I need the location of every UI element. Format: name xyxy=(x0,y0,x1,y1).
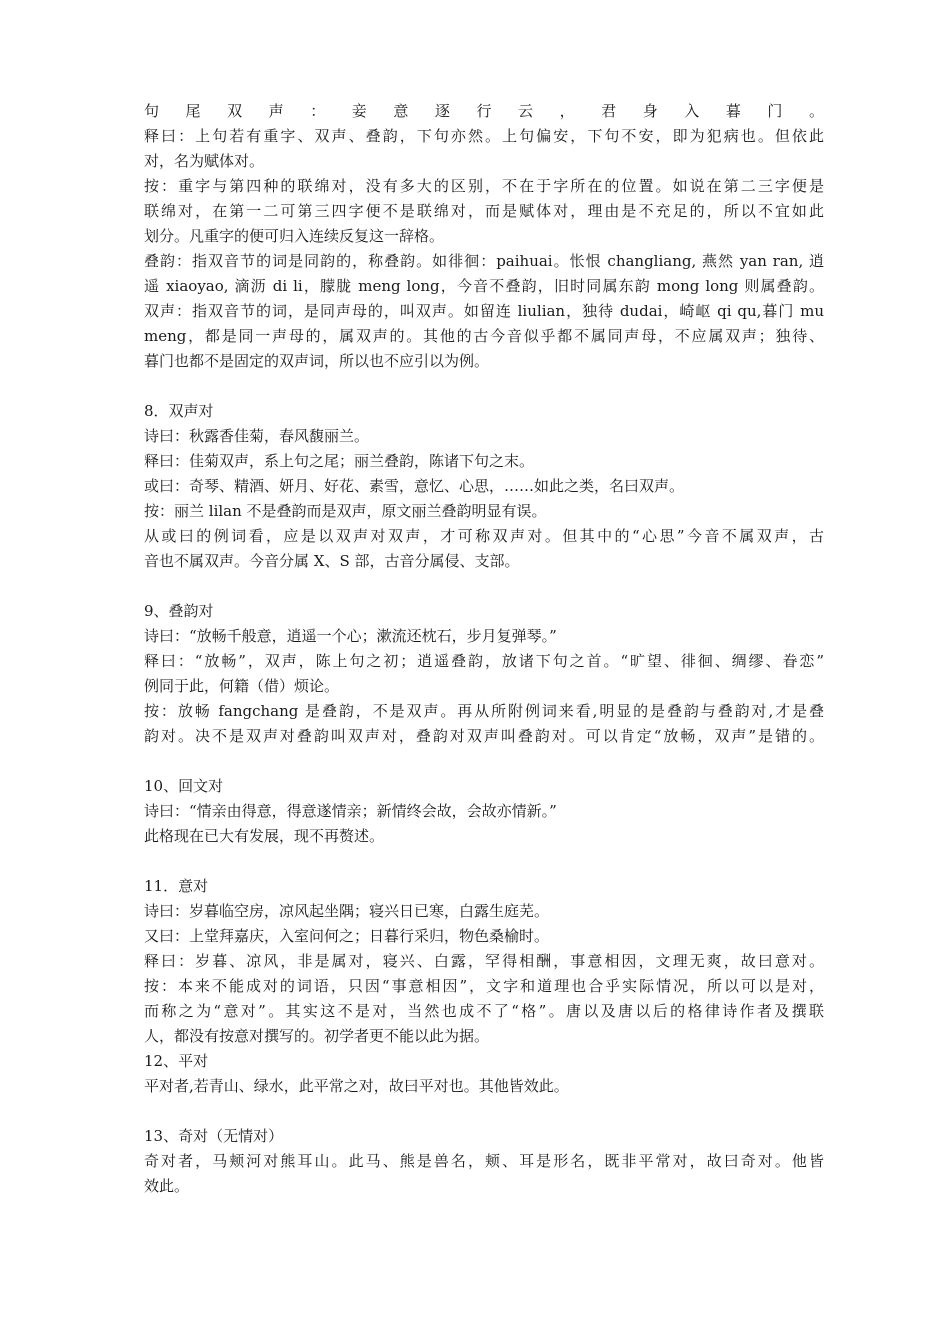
text-line: 联绵对，在第一二可第三四字便不是联绵对，而是赋体对，理由是不充足的，所以不宜如此 xyxy=(144,202,824,220)
text-line: 诗曰：秋露香佳菊，春风馥丽兰。 xyxy=(144,427,370,445)
text-line: 人，都没有按意对撰写的。初学者更不能以此为据。 xyxy=(144,1027,490,1045)
section-heading: 10、回文对 xyxy=(144,777,224,795)
text-line: 暮门也都不是固定的双声词，所以也不应引以为例。 xyxy=(144,352,490,370)
text-line: 按：丽兰 lilan 不是叠韵而是双声，原文丽兰叠韵明显有误。 xyxy=(144,502,547,520)
text-line: 此格现在已大有发展，现不再赘述。 xyxy=(144,827,385,845)
text-line: 释曰：岁暮、凉风，非是属对，寝兴、白露，罕得相酬，事意相因，文理无爽，故曰意对。 xyxy=(144,952,824,970)
text-line: 划分。凡重字的便可归入连续反复这一辞格。 xyxy=(144,227,445,245)
text-line: 叠韵：指双音节的词是同韵的，称叠韵。如徘徊：paihuai。怅恨 changliang, 燕然 yan ran, 逍 xyxy=(144,252,824,270)
blank-line xyxy=(144,374,824,399)
text-line: 释曰：“放畅”，双声，陈上句之初；逍遥叠韵，放诸下句之首。“旷望、徘徊、绸缪、眷恋” xyxy=(144,652,824,670)
text-line: 又曰：上堂拜嘉庆，入室问何之；日暮行采归，物色桑榆时。 xyxy=(144,927,550,945)
text-line: 释曰：上句若有重字、双声、叠韵，下句亦然。上句偏安，下句不安，即为犯病也。但依此 xyxy=(144,127,824,145)
document-page xyxy=(144,99,824,1199)
section-heading: 12、平对 xyxy=(144,1052,209,1070)
text-line: 按：本来不能成对的词语，只因“事意相因”，文字和道理也合乎实际情况，所以可以是对， xyxy=(144,977,824,995)
text-line: meng，都是同一声母的，属双声的。其他的古今音似乎都不属同声母，不应属双声；独待、 xyxy=(144,327,824,345)
text-line: 遥 xiaoyao, 滴沥 di li，朦胧 meng long，今音不叠韵，旧时同属东韵 mong long 则属叠韵。 xyxy=(144,277,824,295)
text-line: 按：重字与第四种的联绵对，没有多大的区别，不在于字所在的位置。如说在第二三字便是 xyxy=(144,177,824,195)
text-line: 或曰：奇琴、精酒、妍月、好花、素雪，意忆、心思，……如此之类，名曰双声。 xyxy=(144,477,685,495)
text-line: 韵对。决不是双声对叠韵叫双声对，叠韵对双声叫叠韵对。可以肯定“放畅，双声”是错的。 xyxy=(144,727,824,745)
section-heading: 9、叠韵对 xyxy=(144,602,214,620)
blank-line xyxy=(144,1099,824,1124)
text-line: 诗曰：“情亲由得意，得意遂情亲；新情终会故，会故亦情新。” xyxy=(144,802,557,820)
blank-line xyxy=(144,849,824,874)
section-heading: 11．意对 xyxy=(144,877,209,895)
text-line: 对，名为赋体对。 xyxy=(144,152,265,170)
text-line: 从或曰的例词看，应是以双声对双声，才可称双声对。但其中的“心思”今音不属双声，古 xyxy=(144,527,824,545)
text-line: 效此。 xyxy=(144,1177,190,1195)
text-line: 句尾双声：妾意逐行云，君身入暮门。 xyxy=(144,102,824,120)
text-line: 奇对者，马颊河对熊耳山。此马、熊是兽名，颊、耳是形名，既非平常对，故曰奇对。他皆 xyxy=(144,1152,824,1170)
section-heading: 13、奇对（无情对） xyxy=(144,1127,284,1145)
blank-line xyxy=(144,749,824,774)
text-line: 音也不属双声。今音分属 X、S 部，古音分属侵、支部。 xyxy=(144,552,520,570)
text-line: 诗曰：岁暮临空房，凉风起坐隅；寝兴日已寒，白露生庭芜。 xyxy=(144,902,550,920)
text-line: 诗曰：“放畅千般意，逍遥一个心；漱流还枕石，步月复弹琴。” xyxy=(144,627,557,645)
text-line: 例同于此，何籍（借）烦论。 xyxy=(144,677,340,695)
text-line: 释曰：佳菊双声，系上句之尾；丽兰叠韵，陈诸下句之末。 xyxy=(144,452,535,470)
text-line: 而称之为“意对”。其实这不是对，当然也成不了“格”。唐以及唐以后的格律诗作者及撰联 xyxy=(144,1002,824,1020)
blank-line xyxy=(144,574,824,599)
text-line: 平对者,若青山、绿水，此平常之对，故曰平对也。其他皆效此。 xyxy=(144,1077,569,1095)
text-line: 按：放畅 fangchang 是叠韵，不是双声。再从所附例词来看,明显的是叠韵与叠韵对,才是叠 xyxy=(144,702,824,720)
section-heading: 8．双声对 xyxy=(144,402,214,420)
text-line: 双声：指双音节的词，是同声母的，叫双声。如留连 liulian，独待 dudai，崎岖 qi qu,暮门 mu xyxy=(144,302,824,320)
